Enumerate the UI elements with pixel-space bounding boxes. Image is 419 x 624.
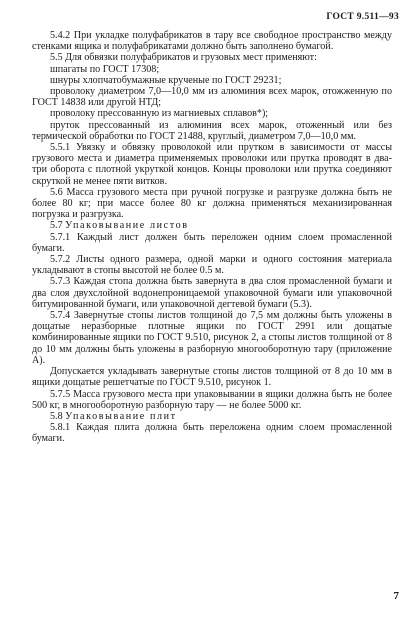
list-item-magnesium-wire: проволоку прессованную из магниевых сплавов*); (50, 108, 269, 120)
list-item-aluminium-wire: проволоку диаметром 7,0—10,0 мм из алюминия всех марок, отожженную по ГОСТ 14838 или другой НТД; (32, 86, 392, 109)
paragraph-5-7-1: 5.7.1 Каждый лист должен быть переложен одним слоем промасленной бумаги. (32, 231, 392, 254)
paragraph-5-7-5: 5.7.5 Масса грузового места при упаковывании в ящики должна быть не более 500 кг, в многооборотную разборную тару — не более 5000 кг. (32, 388, 392, 411)
paragraph-5-7-3: 5.7.3 Каждая стопа должна быть завернута в два слоя промасленной бумаги и два слоя двухслойной водонепроницаемой упаковочной бумаги или упаковочной битумированной бумаги, или упаковочной дегтевой бумаги (5.3). (32, 276, 392, 310)
section-heading-5-7 (32, 220, 392, 231)
section-number: 5.7 (50, 220, 63, 232)
section-heading-5-8 (32, 411, 392, 422)
list-item-aluminium-rod: пруток прессованный из алюминия всех марок, отоженный или без термической обработки по ГОСТ 21488, круглый, диаметром 7,0—10,0 мм. (32, 119, 392, 142)
paragraph-allowance: Допускается укладывать завернутые стопы листов толщиной от 8 до 10 мм в ящики дощатые решетчатые по ГОСТ 9.510, рисунок 1. (32, 366, 392, 389)
paragraph-5-6: 5.6 Масса грузового места при ручной погрузке и разгрузке должна быть не более 80 кг; при массе более 80 кг должна применяться механизированная погрузка и разгрузка. (32, 186, 392, 221)
paragraph-5-4-2: 5.4.2 При укладке полуфабрикатов в тару все свободное пространство между стенками ящика и полуфабрикатами должно быть заполнено бумагой. (32, 30, 392, 53)
page-number: 7 (393, 590, 399, 602)
paragraph-5-5: 5.5 Для обвязки полуфабрикатов и грузовых мест применяют: (50, 52, 317, 64)
paragraph-5-5-1: 5.5.1 Увязку и обвязку проволокой или прутком в зависимости от массы грузового места и диаметра применяемых проволоки или прутка проводят в два-три оборота с плотной укруткой концов. Концы проволоки или прутка соединяют скруткой не менее пяти витков. (32, 142, 392, 187)
list-item-twine: шпагаты по ГОСТ 17308; (50, 63, 160, 75)
paragraph-5-8-1: 5.8.1 Каждая плита должна быть переложена одним слоем промасленной бумаги. (32, 422, 392, 445)
section-title: Упаковывание листов (65, 220, 189, 232)
paragraph-5-7-4: 5.7.4 Завернутые стопы листов толщиной до 7,5 мм должны быть уложены в дощатые неразборные плотные ящики по ГОСТ 2991 или дощатые комбинированные ящики по ГОСТ 9.510, рисунок 2, а стопы листов толщиной от 8 до 10 мм должны быть уложены в разборную многооборотную тару (приложение А). (32, 310, 392, 366)
list-item-cords: шнуры хлопчатобумажные крученые по ГОСТ 29231; (50, 74, 282, 86)
section-number: 5.8 (50, 410, 63, 422)
page-header: ГОСТ 9.511—93 (326, 12, 399, 22)
document-body (32, 30, 392, 445)
paragraph-5-7-2: 5.7.2 Листы одного размера, одной марки и одного состояния материала укладывают в стопы высотой не более 0.5 м. (32, 254, 392, 277)
section-title: Упаковывание плит (65, 410, 177, 422)
